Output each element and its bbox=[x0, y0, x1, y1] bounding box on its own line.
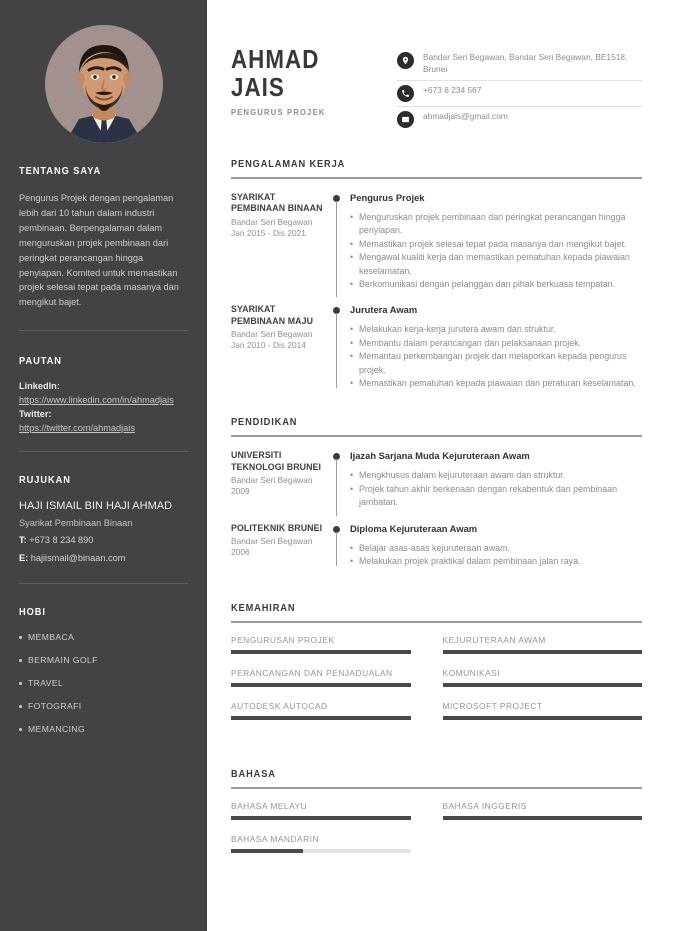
reference-phone: +673 8 234 890 bbox=[29, 535, 94, 546]
hobbies-heading: HOBI bbox=[19, 605, 46, 618]
skill-cell bbox=[231, 668, 437, 687]
phone-icon bbox=[397, 85, 414, 102]
skill-label: PENGURUSAN PROJEK bbox=[231, 635, 335, 646]
entry-organization: UNIVERSITI TEKNOLOGI BRUNEI bbox=[231, 450, 322, 472]
skills-section bbox=[231, 602, 642, 734]
education-rule bbox=[231, 435, 642, 437]
entry-location: Bandar Seri Begawan bbox=[231, 535, 313, 546]
reference-phone-label: T: bbox=[19, 535, 27, 546]
reference-section bbox=[19, 452, 188, 564]
skill-bar-fill bbox=[231, 849, 303, 853]
entry-bullet: • Melakukan projek praktikal dalam pembinaan jalan raya. bbox=[350, 555, 642, 568]
timeline-line bbox=[336, 313, 337, 388]
entry-dates: Jan 2010 - Dis 2014 bbox=[231, 340, 306, 351]
timeline-line bbox=[336, 201, 337, 297]
entry-meta bbox=[231, 450, 331, 509]
skill-cell bbox=[231, 635, 437, 654]
entry-role: Pengurus Projek bbox=[350, 191, 425, 203]
timeline-marker bbox=[331, 523, 344, 569]
contact-row-email bbox=[397, 107, 642, 132]
timeline-entry bbox=[231, 304, 642, 390]
skill-bar-fill bbox=[443, 683, 643, 687]
skill-bar-track bbox=[443, 683, 643, 687]
entry-dates: 2006 bbox=[231, 547, 250, 558]
header bbox=[231, 40, 642, 132]
reference-email[interactable]: hajiismail@binaan.com bbox=[30, 552, 126, 563]
about-text: Pengurus Projek dengan pengalaman lebih dari 10 tahun dalam industri pembinaan. Berpengalaman dalam menguruskan projek pembinaan dari peringkat perancangan hingga penyiapan. Komited untuk memastikan projek selesai tepat pada masanya dan mengikut bajet. bbox=[19, 193, 179, 308]
skills-grid bbox=[231, 635, 642, 734]
experience-list bbox=[231, 192, 642, 390]
entry-body bbox=[344, 304, 642, 390]
timeline-marker bbox=[331, 450, 344, 509]
entry-bullets bbox=[350, 323, 642, 390]
skill-label: BAHASA MANDARIN bbox=[231, 834, 320, 845]
experience-heading-text: PENGALAMAN KERJA bbox=[231, 157, 346, 170]
links-section bbox=[19, 331, 188, 435]
education-heading bbox=[231, 416, 642, 435]
entry-bullet: • Berkomunikasi dengan pelanggan dan pihak berkuasa tempatan. bbox=[350, 278, 642, 291]
skill-label: BAHASA MELAYU bbox=[231, 801, 308, 812]
first-name: AHMAD bbox=[231, 44, 320, 74]
hobbies-list bbox=[19, 632, 188, 734]
skill-bar-track bbox=[443, 650, 643, 654]
links-heading: PAUTAN bbox=[19, 355, 62, 368]
skill-bar-track bbox=[231, 716, 411, 720]
skill-cell bbox=[231, 834, 437, 853]
entry-bullet: • Mengkhusus dalam kejuruteraan awam dan struktur. bbox=[350, 469, 642, 482]
skill-bar-track bbox=[231, 816, 411, 820]
entry-bullet: • Memastikan projek selesai tepat pada masanya dan mengikut bajet. bbox=[350, 238, 642, 251]
skill-cell bbox=[231, 701, 437, 720]
reference-email-label: E: bbox=[19, 552, 29, 563]
reference-heading: RUJUKAN bbox=[19, 474, 71, 487]
job-title: PENGURUS PROJEK bbox=[231, 107, 326, 118]
entry-meta bbox=[231, 523, 331, 569]
skill-bar-fill bbox=[231, 650, 411, 654]
skill-cell bbox=[231, 801, 437, 820]
skill-bar-track bbox=[443, 816, 643, 820]
entry-dates: Jan 2015 - Dis 2021 bbox=[231, 228, 306, 239]
timeline-line bbox=[336, 532, 337, 567]
entry-location: Bandar Seri Begawan bbox=[231, 329, 313, 340]
skill-label: MICROSOFT PROJECT bbox=[442, 701, 543, 712]
timeline-entry bbox=[231, 192, 642, 291]
entry-bullet: • Menguruskan projek pembinaan dari peringkat perancangan hingga penyiapan. bbox=[350, 211, 642, 238]
skill-bar-track bbox=[231, 683, 411, 687]
entry-bullet: • Belajar asas-asas kejuruteraan awam. bbox=[350, 542, 642, 555]
entry-bullet: • Melakukan kerja-kerja jurutera awam dan struktur. bbox=[350, 323, 642, 336]
sidebar bbox=[0, 0, 207, 931]
linkedin-url[interactable]: https://www.linkedin.com/in/ahmadjais bbox=[19, 395, 174, 406]
hobby-item: TRAVEL bbox=[19, 678, 188, 688]
avatar bbox=[45, 25, 163, 143]
entry-role: Diploma Kejuruteraan Awam bbox=[350, 522, 478, 534]
skill-cell bbox=[437, 635, 643, 654]
entry-bullet: • Mengawal kualiti kerja dan memastikan pematuhan kepada piawaian keselamatan. bbox=[350, 251, 642, 278]
entry-bullets bbox=[350, 211, 642, 291]
skill-bar-track bbox=[443, 716, 643, 720]
entry-meta bbox=[231, 192, 331, 291]
entry-organization: POLITEKNIK BRUNEI bbox=[231, 522, 323, 533]
contact-address: Bandar Seri Begawan, Bandar Seri Begawan, BE1518, Brunei bbox=[423, 52, 628, 74]
skills-heading-text: KEMAHIRAN bbox=[231, 602, 296, 615]
entry-bullet: • Projek tahun akhir berkenaan dengan rekabentuk dan pembinaan jambatan. bbox=[350, 483, 642, 510]
skill-bar-fill bbox=[231, 716, 411, 720]
skill-label: KEJURUTERAAN AWAM bbox=[442, 635, 546, 646]
entry-bullets bbox=[350, 469, 642, 509]
hobby-item: MEMBACA bbox=[19, 632, 188, 642]
contact-email[interactable]: ahmadjais@gmail.com bbox=[423, 110, 508, 121]
timeline-marker bbox=[331, 192, 344, 291]
last-name: JAIS bbox=[231, 71, 285, 102]
entry-bullet: • Membantu dalam perancangan dan pelaksanaan projek. bbox=[350, 337, 642, 350]
experience-section bbox=[231, 158, 642, 390]
entry-bullet: • Memastikan pematuhan kepada piawaian dan peraturan keselamatan. bbox=[350, 377, 642, 390]
entry-dates: 2009 bbox=[231, 486, 250, 497]
skill-bar-track bbox=[231, 650, 411, 654]
entry-role: Jurutera Awam bbox=[350, 304, 418, 316]
skill-label: KOMUNIKASI bbox=[442, 668, 501, 679]
twitter-url[interactable]: https://twitter.com/ahmadjais bbox=[19, 422, 135, 433]
skill-label: PERANCANGAN DAN PENJADUALAN bbox=[231, 668, 393, 679]
entry-bullet: • Memantau perkembangan projek dan melaporkan kepada pengurus projek. bbox=[350, 350, 642, 377]
entry-role: Ijazah Sarjana Muda Kejuruteraan Awam bbox=[350, 450, 530, 462]
timeline-line bbox=[336, 459, 337, 515]
skill-label: BAHASA INGGERIS bbox=[442, 801, 527, 812]
skill-cell bbox=[437, 701, 643, 720]
about-section bbox=[19, 143, 188, 310]
timeline-entry bbox=[231, 523, 642, 569]
entry-body bbox=[344, 523, 642, 569]
timeline-marker bbox=[331, 304, 344, 390]
skill-bar-fill bbox=[231, 816, 411, 820]
education-list bbox=[231, 450, 642, 568]
contact-row-phone bbox=[397, 81, 642, 107]
main-content bbox=[207, 0, 675, 931]
languages-heading-text: BAHASA bbox=[231, 768, 276, 781]
entry-meta bbox=[231, 304, 331, 390]
languages-heading bbox=[231, 768, 642, 787]
skill-cell bbox=[437, 801, 643, 820]
languages-rule bbox=[231, 787, 642, 789]
skill-bar-track bbox=[231, 849, 411, 853]
avatar-wrapper bbox=[19, 0, 188, 143]
skills-heading bbox=[231, 602, 642, 621]
skill-label: AUTODESK AUTOCAD bbox=[231, 701, 328, 712]
languages-grid bbox=[231, 801, 642, 867]
skill-bar-fill bbox=[231, 683, 411, 687]
contact-row-address bbox=[397, 48, 642, 81]
education-section bbox=[231, 416, 642, 568]
contact-phone: +673 8 234 567 bbox=[423, 84, 482, 95]
envelope-icon bbox=[397, 111, 414, 128]
link-item-linkedin[interactable] bbox=[19, 380, 188, 408]
timeline-entry bbox=[231, 450, 642, 509]
entry-location: Bandar Seri Begawan bbox=[231, 475, 313, 486]
education-heading-text: PENDIDIKAN bbox=[231, 416, 298, 429]
entry-bullets bbox=[350, 542, 642, 569]
reference-name: HAJI ISMAIL BIN HAJI AHMAD bbox=[19, 500, 173, 513]
about-heading: TENTANG SAYA bbox=[19, 165, 102, 177]
hobby-item: BERMAIN GOLF bbox=[19, 655, 188, 665]
name-block bbox=[231, 40, 338, 117]
skill-cell bbox=[437, 668, 643, 687]
linkedin-label: LinkedIn: bbox=[19, 381, 60, 392]
entry-body bbox=[344, 192, 642, 291]
entry-organization: SYARIKAT PEMBINAAN MAJU bbox=[231, 304, 314, 326]
skill-bar-fill bbox=[443, 816, 643, 820]
twitter-label: Twitter: bbox=[19, 408, 52, 419]
skill-bar-fill bbox=[443, 716, 643, 720]
experience-rule bbox=[231, 177, 642, 179]
reference-company: Syarikat Pembinaan Binaan bbox=[19, 518, 133, 529]
reference-phone-row bbox=[19, 534, 188, 547]
skill-bar-fill bbox=[443, 650, 643, 654]
reference-email-row bbox=[19, 552, 188, 565]
languages-section bbox=[231, 768, 642, 867]
entry-organization: SYARIKAT PEMBINAAN BINAAN bbox=[231, 191, 323, 214]
skills-rule bbox=[231, 621, 642, 623]
hobby-item: MEMANCING bbox=[19, 724, 188, 734]
hobby-item: FOTOGRAFI bbox=[19, 701, 188, 711]
avatar-illustration bbox=[45, 25, 163, 143]
experience-heading bbox=[231, 158, 642, 177]
entry-body bbox=[344, 450, 642, 509]
contact-block bbox=[397, 40, 642, 132]
link-item-twitter[interactable] bbox=[19, 408, 188, 436]
entry-location: Bandar Seri Begawan bbox=[231, 216, 313, 227]
hobbies-section bbox=[19, 584, 188, 734]
location-pin-icon bbox=[397, 52, 414, 69]
